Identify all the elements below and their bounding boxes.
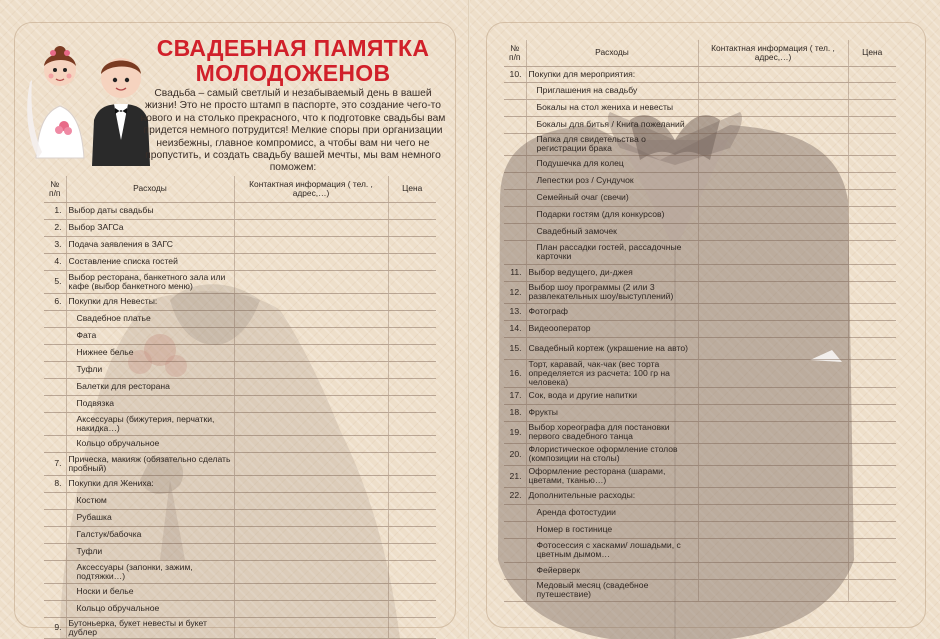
row-price-cell[interactable] [388, 600, 436, 617]
table-row [44, 560, 436, 583]
table-row [44, 583, 436, 600]
row-contact-cell[interactable] [234, 543, 388, 560]
row-price-cell[interactable] [388, 236, 436, 253]
table-row [504, 487, 896, 504]
table-row [504, 99, 896, 116]
row-price-cell[interactable] [848, 172, 896, 189]
row-number [504, 116, 526, 133]
row-expense: Туфли [66, 543, 234, 560]
row-expense: Свадебный кортеж (украшение на авто) [526, 337, 698, 359]
row-contact-cell[interactable] [234, 270, 388, 293]
row-contact-cell[interactable] [698, 404, 848, 421]
left-expenses-table [44, 176, 436, 639]
table-header-row [504, 40, 896, 66]
row-price-cell[interactable] [388, 361, 436, 378]
row-price-cell[interactable] [388, 492, 436, 509]
row-contact-cell[interactable] [234, 361, 388, 378]
row-expense: Аренда фотостудии [526, 504, 698, 521]
table-row [44, 395, 436, 412]
row-contact-cell[interactable] [698, 421, 848, 443]
row-price-cell[interactable] [848, 521, 896, 538]
row-expense: Фотограф [526, 303, 698, 320]
table-row [504, 387, 896, 404]
row-contact-cell[interactable] [698, 320, 848, 337]
row-expense: Медовый месяц (свадебное путешествие) [526, 579, 698, 601]
row-expense: Рубашка [66, 509, 234, 526]
right-page [470, 0, 940, 639]
row-contact-cell[interactable] [234, 202, 388, 219]
header-contact: Контактная информация ( тел. , адрес,…) [698, 40, 848, 66]
row-contact-cell[interactable] [698, 281, 848, 303]
page-title [148, 36, 438, 86]
row-number: 22. [504, 487, 526, 504]
row-price-cell[interactable] [848, 359, 896, 387]
table-row [504, 443, 896, 465]
table-row [44, 253, 436, 270]
row-number: 13. [504, 303, 526, 320]
row-price-cell[interactable] [388, 543, 436, 560]
row-price-cell[interactable] [848, 99, 896, 116]
table-row [504, 538, 896, 562]
row-number: 7. [44, 452, 66, 475]
row-contact-cell[interactable] [698, 579, 848, 601]
row-contact-cell[interactable] [234, 509, 388, 526]
table-row [44, 378, 436, 395]
row-number: 6. [44, 293, 66, 310]
row-price-cell[interactable] [848, 337, 896, 359]
row-expense: Балетки для ресторана [66, 378, 234, 395]
table-row [44, 293, 436, 310]
row-price-cell[interactable] [388, 327, 436, 344]
row-number [504, 189, 526, 206]
row-number [44, 395, 66, 412]
row-price-cell[interactable] [388, 202, 436, 219]
row-price-cell[interactable] [848, 421, 896, 443]
row-price-cell[interactable] [388, 435, 436, 452]
table-row [44, 361, 436, 378]
row-number: 2. [44, 219, 66, 236]
row-number [44, 509, 66, 526]
table-row [44, 526, 436, 543]
row-expense: Составление списка гостей [66, 253, 234, 270]
row-contact-cell[interactable] [698, 387, 848, 404]
row-contact-cell[interactable] [234, 475, 388, 492]
row-price-cell[interactable] [388, 293, 436, 310]
row-expense: Покупки для мероприятия: [526, 66, 698, 82]
row-expense: Подарки гостям (для конкурсов) [526, 206, 698, 223]
table-row [44, 327, 436, 344]
row-expense: Выбор даты свадьбы [66, 202, 234, 219]
row-number [504, 99, 526, 116]
row-number [504, 579, 526, 601]
row-expense: Бутоньерка, букет невесты и букет дублер [66, 617, 234, 638]
row-expense: Флористическое оформление столов (композиции на столы) [526, 443, 698, 465]
header-contact: Контактная информация ( тел. , адрес,…) [234, 176, 388, 202]
table-row [504, 421, 896, 443]
row-expense: Аксессуары (бижутерия, перчатки, накидка…) [66, 412, 234, 435]
table-row [44, 310, 436, 327]
row-number: 3. [44, 236, 66, 253]
table-row [504, 172, 896, 189]
row-number: 8. [44, 475, 66, 492]
row-contact-cell[interactable] [698, 359, 848, 387]
row-expense: Дополнительные расходы: [526, 487, 698, 504]
row-number: 16. [504, 359, 526, 387]
table-row [504, 303, 896, 320]
table-row [504, 504, 896, 521]
row-contact-cell[interactable] [234, 617, 388, 638]
right-table-body [504, 66, 896, 601]
row-contact-cell[interactable] [698, 99, 848, 116]
table-row [44, 202, 436, 219]
table-row [504, 264, 896, 281]
row-expense: Выбор ресторана, банкетного зала или кафе (выбор банкетного меню) [66, 270, 234, 293]
row-number [504, 538, 526, 562]
row-expense: Бокалы на стол жениха и невесты [526, 99, 698, 116]
row-price-cell[interactable] [388, 617, 436, 638]
header-expenses: Расходы [526, 40, 698, 66]
row-number: 12. [504, 281, 526, 303]
table-row [44, 435, 436, 452]
table-row [504, 223, 896, 240]
row-price-cell[interactable] [388, 378, 436, 395]
row-price-cell[interactable] [848, 133, 896, 155]
row-number [504, 521, 526, 538]
row-contact-cell[interactable] [698, 133, 848, 155]
row-contact-cell[interactable] [698, 82, 848, 99]
row-contact-cell[interactable] [698, 206, 848, 223]
row-expense: Костюм [66, 492, 234, 509]
header-price: Цена [388, 176, 436, 202]
row-expense: План рассадки гостей, рассадочные карточки [526, 240, 698, 264]
row-contact-cell[interactable] [234, 293, 388, 310]
row-price-cell[interactable] [388, 560, 436, 583]
table-row [44, 617, 436, 638]
row-price-cell[interactable] [848, 504, 896, 521]
row-contact-cell[interactable] [234, 310, 388, 327]
row-number [504, 155, 526, 172]
row-number [44, 361, 66, 378]
row-price-cell[interactable] [388, 253, 436, 270]
row-number: 1. [44, 202, 66, 219]
row-expense: Семейный очаг (свечи) [526, 189, 698, 206]
left-table-body [44, 202, 436, 638]
row-number [504, 82, 526, 99]
row-number: 17. [504, 387, 526, 404]
row-number [44, 543, 66, 560]
row-price-cell[interactable] [848, 404, 896, 421]
title-line-2: МОЛОДОЖЕНОВ [195, 60, 391, 86]
row-contact-cell[interactable] [234, 395, 388, 412]
table-row [504, 521, 896, 538]
row-price-cell[interactable] [848, 116, 896, 133]
row-expense: Выбор ведущего, ди-джея [526, 264, 698, 281]
table-row [504, 337, 896, 359]
row-price-cell[interactable] [388, 583, 436, 600]
row-expense: Фотосессия с хасками/ лошадьми, с цветным дымом… [526, 538, 698, 562]
row-price-cell[interactable] [848, 189, 896, 206]
row-number [44, 327, 66, 344]
table-row [44, 509, 436, 526]
row-expense: Подача заявления в ЗАГС [66, 236, 234, 253]
table-row [44, 219, 436, 236]
table-row [504, 116, 896, 133]
row-expense: Нижнее белье [66, 344, 234, 361]
row-contact-cell[interactable] [234, 600, 388, 617]
table-row [504, 281, 896, 303]
row-price-cell[interactable] [388, 412, 436, 435]
row-price-cell[interactable] [848, 240, 896, 264]
row-number: 19. [504, 421, 526, 443]
row-number: 21. [504, 465, 526, 487]
row-contact-cell[interactable] [234, 492, 388, 509]
row-contact-cell[interactable] [234, 344, 388, 361]
row-contact-cell[interactable] [698, 504, 848, 521]
row-price-cell[interactable] [388, 270, 436, 293]
row-price-cell[interactable] [848, 320, 896, 337]
row-number: 15. [504, 337, 526, 359]
row-contact-cell[interactable] [698, 562, 848, 579]
row-expense: Носки и белье [66, 583, 234, 600]
row-expense: Фейерверк [526, 562, 698, 579]
row-expense: Выбор шоу программы (2 или 3 развлекательных шоу/выступлений) [526, 281, 698, 303]
row-expense: Лепестки роз / Сундучок [526, 172, 698, 189]
row-contact-cell[interactable] [234, 560, 388, 583]
row-contact-cell[interactable] [234, 412, 388, 435]
row-price-cell[interactable] [848, 66, 896, 82]
row-number [44, 344, 66, 361]
row-contact-cell[interactable] [698, 465, 848, 487]
row-number: 20. [504, 443, 526, 465]
row-number: 10. [504, 66, 526, 82]
row-price-cell[interactable] [848, 82, 896, 99]
row-price-cell[interactable] [848, 303, 896, 320]
row-price-cell[interactable] [848, 443, 896, 465]
table-row [504, 155, 896, 172]
bride-icon [27, 46, 84, 158]
row-contact-cell[interactable] [234, 378, 388, 395]
table-row [504, 562, 896, 579]
right-expenses-table [504, 40, 896, 602]
table-row [504, 240, 896, 264]
table-row [504, 189, 896, 206]
row-number [44, 378, 66, 395]
row-contact-cell[interactable] [234, 236, 388, 253]
row-number [44, 600, 66, 617]
row-contact-cell[interactable] [234, 219, 388, 236]
row-expense: Туфли [66, 361, 234, 378]
row-number [504, 562, 526, 579]
row-number: 11. [504, 264, 526, 281]
table-row [504, 465, 896, 487]
row-expense: Свадебный замочек [526, 223, 698, 240]
row-contact-cell[interactable] [234, 583, 388, 600]
intro-paragraph: Свадьба – самый светлый и незабываемый день в вашей жизни! Это не просто штамп в паспорте, это создание чего-то нового и на столько прекрасного, что к подготовке свадьбы вам придется немного потрудится! Мелкие споры при организации неизбежны, главное компромисс, а чтобы вам ни чего не пропустить, и создать свадьбу вашей мечты, мы вам немного поможем: [140, 88, 446, 174]
row-expense: Аксессуары (запонки, зажим, подтяжки…) [66, 560, 234, 583]
row-expense: Сок, вода и другие напитки [526, 387, 698, 404]
row-expense: Покупки для Жениха: [66, 475, 234, 492]
row-price-cell[interactable] [388, 509, 436, 526]
row-expense: Подвязка [66, 395, 234, 412]
row-number [44, 560, 66, 583]
table-row [44, 452, 436, 475]
row-number [504, 133, 526, 155]
row-contact-cell[interactable] [698, 155, 848, 172]
row-price-cell[interactable] [388, 526, 436, 543]
row-expense: Прическа, макияж (обязательно сделать пробный) [66, 452, 234, 475]
row-contact-cell[interactable] [698, 116, 848, 133]
table-header-row [44, 176, 436, 202]
row-expense: Кольцо обручальное [66, 435, 234, 452]
row-contact-cell[interactable] [698, 264, 848, 281]
row-contact-cell[interactable] [698, 223, 848, 240]
table-row [504, 404, 896, 421]
table-row [44, 600, 436, 617]
row-expense: Кольцо обручальное [66, 600, 234, 617]
row-number [504, 504, 526, 521]
table-row [44, 543, 436, 560]
row-contact-cell[interactable] [698, 240, 848, 264]
row-contact-cell[interactable] [698, 303, 848, 320]
newlyweds-illustration [26, 40, 158, 170]
row-number: 9. [44, 617, 66, 638]
row-expense: Видеооператор [526, 320, 698, 337]
table-row [504, 133, 896, 155]
row-number [504, 223, 526, 240]
table-row [44, 236, 436, 253]
row-number [504, 206, 526, 223]
row-contact-cell[interactable] [234, 327, 388, 344]
row-number: 18. [504, 404, 526, 421]
row-price-cell[interactable] [388, 452, 436, 475]
row-number [44, 412, 66, 435]
row-price-cell[interactable] [848, 264, 896, 281]
row-number [504, 240, 526, 264]
row-number [44, 310, 66, 327]
header-num: № п/п [504, 40, 526, 66]
table-row [504, 66, 896, 82]
table-row [44, 344, 436, 361]
row-price-cell[interactable] [848, 487, 896, 504]
row-price-cell[interactable] [388, 475, 436, 492]
row-expense: Выбор хореографа для постановки первого свадебного танца [526, 421, 698, 443]
row-price-cell[interactable] [848, 281, 896, 303]
row-contact-cell[interactable] [698, 189, 848, 206]
row-expense: Приглашения на свадьбу [526, 82, 698, 99]
row-price-cell[interactable] [848, 387, 896, 404]
row-price-cell[interactable] [388, 219, 436, 236]
row-expense: Галстук/бабочка [66, 526, 234, 543]
table-row [504, 359, 896, 387]
row-contact-cell[interactable] [698, 487, 848, 504]
row-number [44, 583, 66, 600]
table-row [504, 206, 896, 223]
table-row [504, 579, 896, 601]
row-price-cell[interactable] [848, 465, 896, 487]
row-expense: Подушечка для колец [526, 155, 698, 172]
row-price-cell[interactable] [848, 538, 896, 562]
row-expense: Номер в гостинице [526, 521, 698, 538]
row-contact-cell[interactable] [698, 337, 848, 359]
row-expense: Выбор ЗАГСа [66, 219, 234, 236]
row-price-cell[interactable] [848, 155, 896, 172]
row-contact-cell[interactable] [698, 66, 848, 82]
row-contact-cell[interactable] [234, 452, 388, 475]
row-number: 14. [504, 320, 526, 337]
row-contact-cell[interactable] [698, 538, 848, 562]
row-price-cell[interactable] [848, 579, 896, 601]
header-num: № п/п [44, 176, 66, 202]
row-price-cell[interactable] [388, 310, 436, 327]
row-contact-cell[interactable] [698, 172, 848, 189]
table-row [44, 492, 436, 509]
row-price-cell[interactable] [848, 223, 896, 240]
row-contact-cell[interactable] [234, 526, 388, 543]
row-contact-cell[interactable] [698, 443, 848, 465]
row-price-cell[interactable] [388, 395, 436, 412]
row-expense: Фрукты [526, 404, 698, 421]
row-price-cell[interactable] [388, 344, 436, 361]
table-row [504, 82, 896, 99]
row-number [504, 172, 526, 189]
row-price-cell[interactable] [848, 206, 896, 223]
row-expense: Бокалы для битья / Книга пожеланий [526, 116, 698, 133]
row-price-cell[interactable] [848, 562, 896, 579]
row-number [44, 526, 66, 543]
row-expense: Оформление ресторана (шарами, цветами, тканью…) [526, 465, 698, 487]
row-number: 5. [44, 270, 66, 293]
table-row [44, 270, 436, 293]
row-number: 4. [44, 253, 66, 270]
row-expense: Свадебное платье [66, 310, 234, 327]
row-number [44, 492, 66, 509]
row-contact-cell[interactable] [234, 253, 388, 270]
row-expense: Покупки для Невесты: [66, 293, 234, 310]
row-number [44, 435, 66, 452]
row-expense: Папка для свидетельства о регистрации брака [526, 133, 698, 155]
header-price: Цена [848, 40, 896, 66]
table-row [504, 320, 896, 337]
row-expense: Фата [66, 327, 234, 344]
title-line-1: СВАДЕБНАЯ ПАМЯТКА [156, 35, 430, 61]
header-expenses: Расходы [66, 176, 234, 202]
row-expense: Торт, каравай, чак-чак (вес торта определяется из расчета: 100 гр на человека) [526, 359, 698, 387]
row-contact-cell[interactable] [698, 521, 848, 538]
row-contact-cell[interactable] [234, 435, 388, 452]
table-row [44, 475, 436, 492]
table-row [44, 412, 436, 435]
